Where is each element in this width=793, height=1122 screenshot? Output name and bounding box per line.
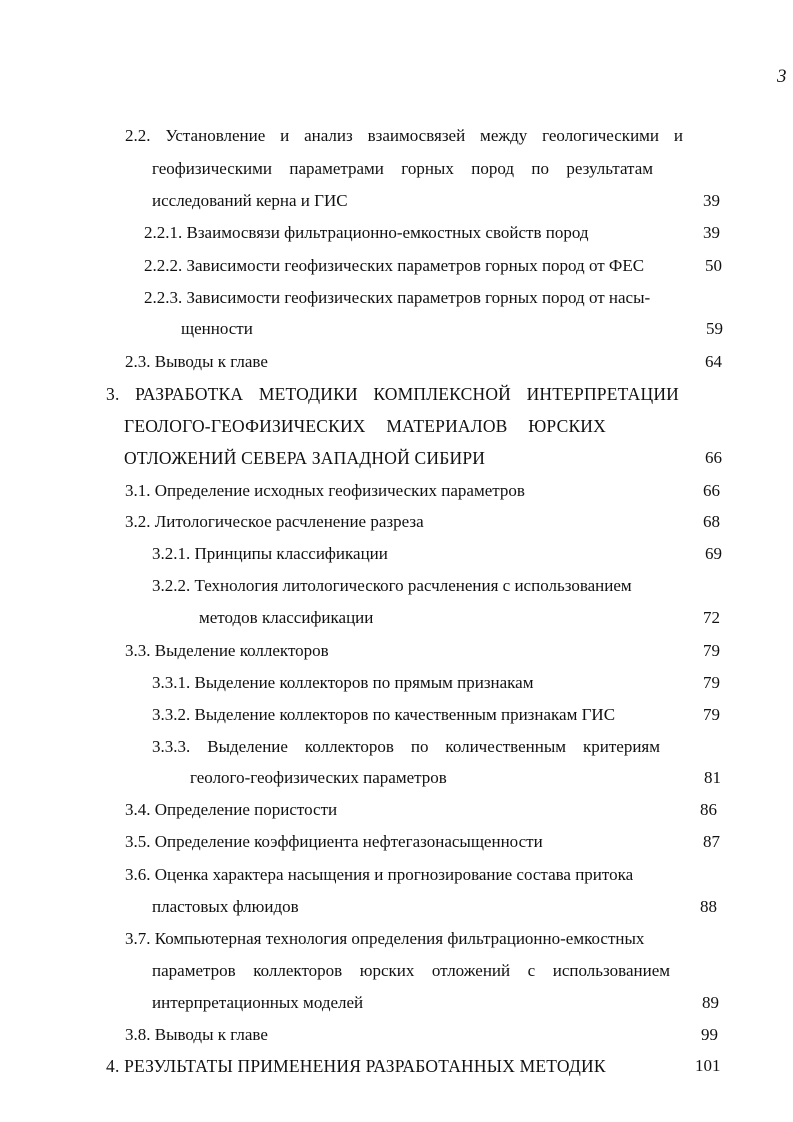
toc-page-number: 39 (703, 191, 720, 210)
toc-page-number: 72 (703, 608, 720, 627)
toc-page-number: 88 (700, 897, 717, 916)
toc-entry-line: 3. РАЗРАБОТКА МЕТОДИКИ КОМПЛЕКСНОЙ ИНТЕРПРЕТАЦИИ (106, 384, 679, 404)
toc-entry-line: 2.2. Установление и анализ взаимосвязей между геологическими и (125, 126, 683, 145)
toc-entry-line: 4. РЕЗУЛЬТАТЫ ПРИМЕНЕНИЯ РАЗРАБОТАННЫХ МЕТОДИК (106, 1056, 606, 1076)
toc-page-number: 79 (703, 673, 720, 692)
toc-page-number: 79 (703, 641, 720, 660)
toc-entry-line: 2.2.2. Зависимости геофизических параметров горных пород от ФЕС (144, 256, 645, 275)
toc-entry-line: исследований керна и ГИС (152, 191, 348, 210)
toc-entry-line: ГЕОЛОГО-ГЕОФИЗИЧЕСКИХ МАТЕРИАЛОВ ЮРСКИХ (124, 416, 606, 436)
toc-page-number: 59 (706, 319, 723, 338)
toc-page-number: 79 (703, 705, 720, 724)
toc-entry-line: параметров коллекторов юрских отложений с использованием (152, 961, 670, 980)
toc-entry-line: геофизическими параметрами горных пород по результатам (152, 159, 653, 178)
toc-entry-line: 3.2.2. Технология литологического расчленения с использованием (152, 576, 632, 595)
toc-entry-line: 3.6. Оценка характера насыщения и прогнозирование состава притока (125, 865, 634, 884)
toc-entry-line: 3.3.2. Выделение коллекторов по качественным признакам ГИС (152, 705, 616, 724)
toc-entry-line: 3.7. Компьютерная технология определения фильтрационно-емкостных (125, 929, 645, 948)
toc-page-number: 86 (700, 800, 717, 819)
toc-page-number: 68 (703, 512, 720, 531)
toc-entry-line: 3.8. Выводы к главе (125, 1025, 268, 1044)
toc-entry-line: 3.3.3. Выделение коллекторов по количественным критериям (152, 737, 660, 756)
toc-page-number: 101 (695, 1056, 721, 1075)
toc-entry-line: 3.2.1. Принципы классификации (152, 544, 388, 563)
toc-page-number: 66 (703, 481, 720, 500)
toc-page-number: 89 (702, 993, 719, 1012)
toc-entry-line: 2.3. Выводы к главе (125, 352, 268, 371)
toc-entry-line: интерпретационных моделей (152, 993, 364, 1012)
toc-page-number: 39 (703, 223, 720, 242)
toc-entry-line: 3.3.1. Выделение коллекторов по прямым признакам (152, 673, 534, 692)
toc-entry-line: 3.1. Определение исходных геофизических параметров (125, 481, 525, 500)
toc-entry-line: геолого-геофизических параметров (190, 768, 447, 787)
toc-page-number: 69 (705, 544, 722, 563)
toc-entry-line: ОТЛОЖЕНИЙ СЕВЕРА ЗАПАДНОЙ СИБИРИ (124, 448, 486, 468)
toc-page-number: 87 (703, 832, 720, 851)
toc-page-number: 50 (705, 256, 722, 275)
toc-entry-line: 3.3. Выделение коллекторов (125, 641, 329, 660)
toc-entry-line: методов классификации (199, 608, 374, 627)
toc-entry-line: пластовых флюидов (152, 897, 299, 916)
toc-entry-line: 2.2.3. Зависимости геофизических параметров горных пород от насы- (144, 288, 651, 307)
toc-entry-line: 2.2.1. Взаимосвязи фильтрационно-емкостных свойств пород (144, 223, 589, 242)
page-number: 3 (777, 66, 787, 87)
toc-page-number: 64 (705, 352, 722, 371)
toc-page-number: 66 (705, 448, 722, 467)
toc-entry-line: 3.4. Определение пористости (125, 800, 338, 819)
toc-entry-line: 3.2. Литологическое расчленение разреза (125, 512, 424, 531)
toc-page-number: 81 (704, 768, 721, 787)
toc-entry-line: щенности (181, 319, 253, 338)
toc-page-number: 99 (701, 1025, 718, 1044)
toc-entry-line: 3.5. Определение коэффициента нефтегазонасыщенности (125, 832, 543, 851)
